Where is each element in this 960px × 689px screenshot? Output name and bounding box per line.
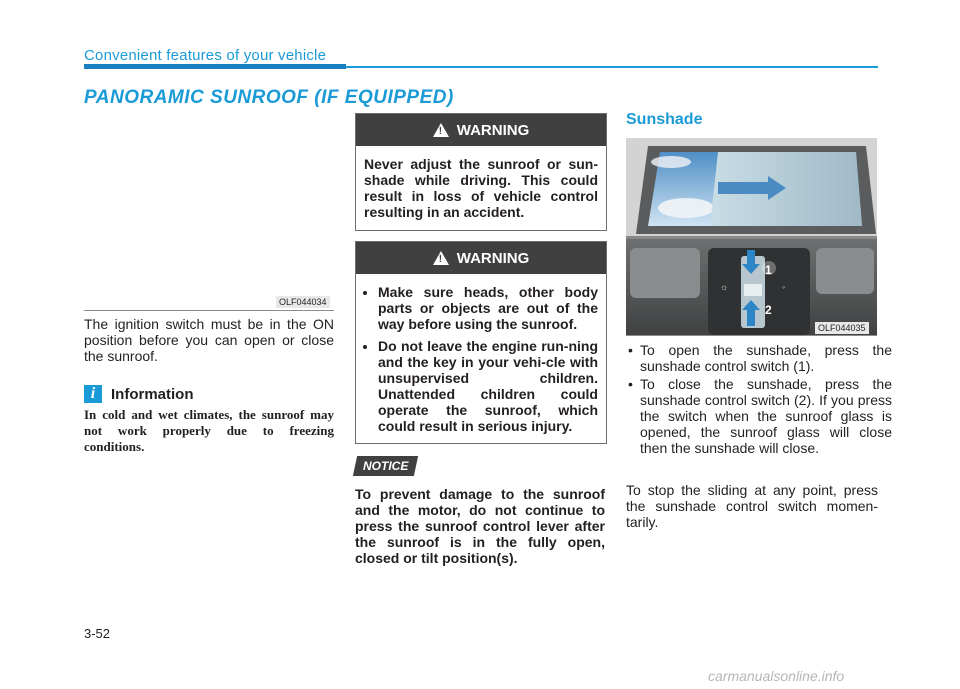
warning-box-2 [355,241,607,444]
svg-text:◦: ◦ [782,282,786,292]
warning-item: • Do not leave the engine run-ning and the key in your vehi-cle with unsupervised children. Unattended children could operate the sunroof, which could result in serious injury. [378,338,598,434]
svg-text:☼: ☼ [720,282,729,292]
section-header: Convenient features of your vehicle [84,47,327,64]
warning-triangle-icon: ! [433,123,449,137]
warning-header-1 [356,114,606,146]
info-icon: i [84,385,102,403]
warning-title-1: WARNING [456,121,530,139]
warning-box-1 [355,113,607,231]
list-item: • To close the sunshade, press the sunshade control switch (2). If you press the switch when the sunroof glass is opened, the sunroof glass will close then the sunshade will close. [640,376,892,456]
sunshade-heading: Sunshade [626,111,703,128]
ignition-paragraph: The ignition switch must be in the ON position before you can open or close the sunroof. [84,316,334,364]
warning-body-2 [356,274,606,449]
notice-badge [353,456,419,476]
info-text: In cold and wet climates, the sunroof may not work properly due to freezing conditions. [84,407,334,454]
sunshade-illustration [626,138,877,335]
notice-text: To prevent damage to the sunroof and the motor, do not continue to press the sunroof control lever after the sunroof is in the fully open, closed or tilt position(s). [355,486,605,566]
figure-divider-2 [626,335,877,336]
warning-triangle-icon: ! [433,251,449,265]
page-title: PANORAMIC SUNROOF (IF EQUIPPED) [84,87,454,108]
sunshade-photo [626,138,877,335]
info-title: Information [111,386,194,403]
callout-1: 1 [765,263,772,277]
sunshade-list [626,342,892,458]
page-number: 3-52 [84,626,111,641]
warning-item: • Make sure heads, other body parts or objects are out of the way before using the sunroof. [378,284,598,332]
warning-header-2 [356,242,606,274]
sunshade-stop-paragraph: To stop the sliding at any point, press the sunshade control switch momen-tarily. [626,482,878,530]
warning-text-1: Never adjust the sunroof or sun-shade while driving. This could result in loss of vehicle control resulting in an accident. [364,156,598,220]
figure-label-2: OLF044035 [815,322,869,334]
watermark: carmanualsonline.info [708,668,845,684]
warning-title-2: WARNING [456,249,530,267]
header-rule [346,66,878,68]
figure-label-1: OLF044034 [276,296,330,308]
figure-divider-1 [84,310,334,311]
notice-label: NOTICE [363,459,409,473]
list-item: • To open the sunshade, press the sunshade control switch (1). [640,342,892,374]
header-bar [84,64,346,69]
callout-2: 2 [765,303,772,317]
